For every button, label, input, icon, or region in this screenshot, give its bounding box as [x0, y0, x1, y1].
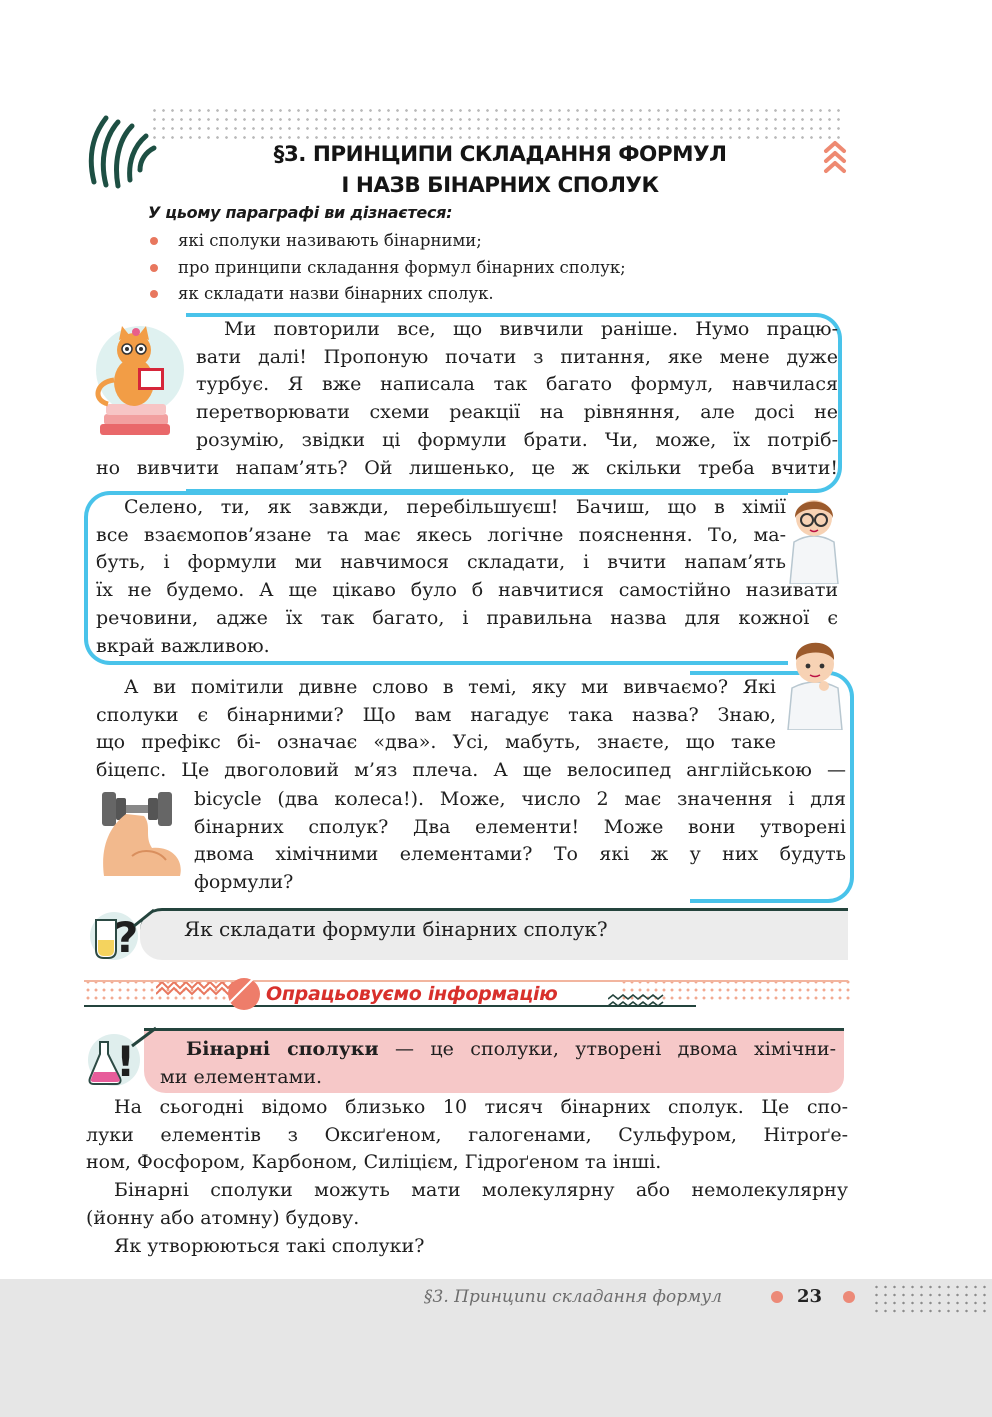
divider	[84, 980, 848, 982]
list-item: які сполуки називають бінарними;	[148, 228, 626, 255]
dotted-pattern	[872, 1283, 992, 1313]
dialog-line: біцепс. Це двоголовий м’яз плеча. А ще велосипед англійською —	[96, 759, 846, 781]
paragraph-line: На сьогодні відомо близько 10 тисяч бінарних сполук. Це спо-	[114, 1096, 848, 1118]
list-item: про принципи складання формул бінарних сполук;	[148, 255, 626, 282]
definition-line	[160, 1036, 836, 1064]
dialog-line: двома хімічними елементами? То які ж у них будуть	[194, 843, 846, 866]
definition-text: — це сполуки, утворені двома хімічни-	[378, 1038, 836, 1060]
paragraph-line: Як утворюються такі сполуки?	[114, 1234, 425, 1257]
dialog-boy-continued	[194, 786, 846, 897]
svg-text:!: !	[116, 1037, 136, 1086]
divider	[84, 1005, 696, 1007]
question-flask-icon	[86, 904, 156, 964]
dialog-line: турбує. Я вже написала так багато формул, навчилася	[196, 373, 838, 396]
paragraph-line: луки елементів з Оксиґеном, галогенами, Сульфуром, Нітроґе-	[86, 1123, 848, 1146]
dotted-pattern	[150, 106, 840, 140]
page-title	[180, 139, 820, 201]
list-item: як складати назви бінарних сполук.	[148, 281, 626, 308]
dialog-line: Ми повторили все, що вивчили раніше. Нумо працю-	[224, 318, 838, 340]
dialog-line: перетворювати схеми реакції на рівняння, але досі не	[196, 401, 838, 424]
dialog-line: їх не будемо. А ще цікаво було б навчитися самостійно називати	[96, 579, 838, 602]
definition-line: ми елементами.	[160, 1065, 323, 1088]
dot-icon	[771, 1291, 783, 1303]
dialog-boy	[96, 674, 776, 757]
dialog-line: А ви помітили дивне слово в темі, яку ми вивчаємо? Які	[124, 676, 776, 698]
chevron-up-icon	[822, 140, 848, 176]
exclamation-flask-icon	[86, 1024, 158, 1088]
dialog-line: вати далі! Пропоную почати з питання, яке мене дуже	[196, 345, 838, 368]
paragraph-line: Бінарні сполуки можуть мати молекулярну або немолекулярну	[114, 1179, 848, 1202]
dialog-line: розумію, звідки ці формули брати. Чи, може, їх потріб-	[196, 428, 838, 451]
dialog-line: сполуки є бінарними? Що вам нагадує така назва? Знаю,	[96, 703, 776, 726]
dialog-line: вкрай важливою.	[96, 634, 270, 657]
dialog-line: бінарних сполук? Два елементи! Може вони утворені	[194, 815, 846, 838]
learn-list	[148, 228, 626, 308]
circle-badge-icon	[226, 976, 262, 1012]
definition-term: Бінарні сполуки	[186, 1038, 379, 1060]
learn-heading: У цьому параграфі ви дізнаєтеся:	[148, 203, 453, 222]
dialog-line: буть, і формули ми навчимося складати, і вчити напам’ять	[96, 551, 786, 574]
body-text	[86, 1094, 848, 1260]
dialog-line: bicycle (два колеса!). Може, число 2 має значення і для	[194, 788, 846, 810]
cat-reading-icon	[86, 320, 186, 438]
page-number: 23	[797, 1286, 823, 1307]
scientist-boy-icon	[784, 630, 846, 730]
biceps-dumbbell-icon	[96, 786, 186, 882]
definition	[160, 1036, 836, 1091]
dialog-line: речовини, адже їх так багато, і правильна назва для кожної є	[96, 606, 838, 629]
paragraph-line: ном, Фосфором, Карбоном, Силіцієм, Гідроґеном та інші.	[86, 1151, 662, 1174]
grass-icon	[84, 110, 160, 190]
dialog-line: Селено, ти, як завжди, перебільшуєш! Бачиш, що в хімії	[124, 496, 786, 518]
svg-text:?: ?	[114, 913, 139, 962]
dialog-line: но вивчити напам’ять? Ой лишенько, це ж скільки треба вчити!	[96, 457, 838, 479]
dialog-line: що префікс бі- означає «два». Усі, мабуть, знаєте, що таке	[96, 731, 776, 754]
dialog-selena	[196, 316, 838, 455]
title-line-2: І НАЗВ БІНАРНИХ СПОЛУК	[341, 173, 659, 198]
dialog-teacher	[96, 494, 838, 660]
running-title: §3. Принципи складання формул	[424, 1287, 722, 1307]
title-line-1: §3. ПРИНЦИПИ СКЛАДАННЯ ФОРМУЛ	[273, 142, 727, 167]
paragraph-line: (йонну або атомну) будову.	[86, 1206, 360, 1229]
dialog-line: формули?	[194, 871, 294, 894]
dialog-line: все взаємопов’язане та має якесь логічне пояснення. То, ма-	[96, 523, 786, 546]
zigzag-decoration	[608, 994, 664, 1008]
question-text: Як складати формули бінарних сполук?	[184, 917, 608, 941]
section-header: Опрацьовуємо інформацію	[266, 983, 558, 1005]
dot-icon	[843, 1291, 855, 1303]
